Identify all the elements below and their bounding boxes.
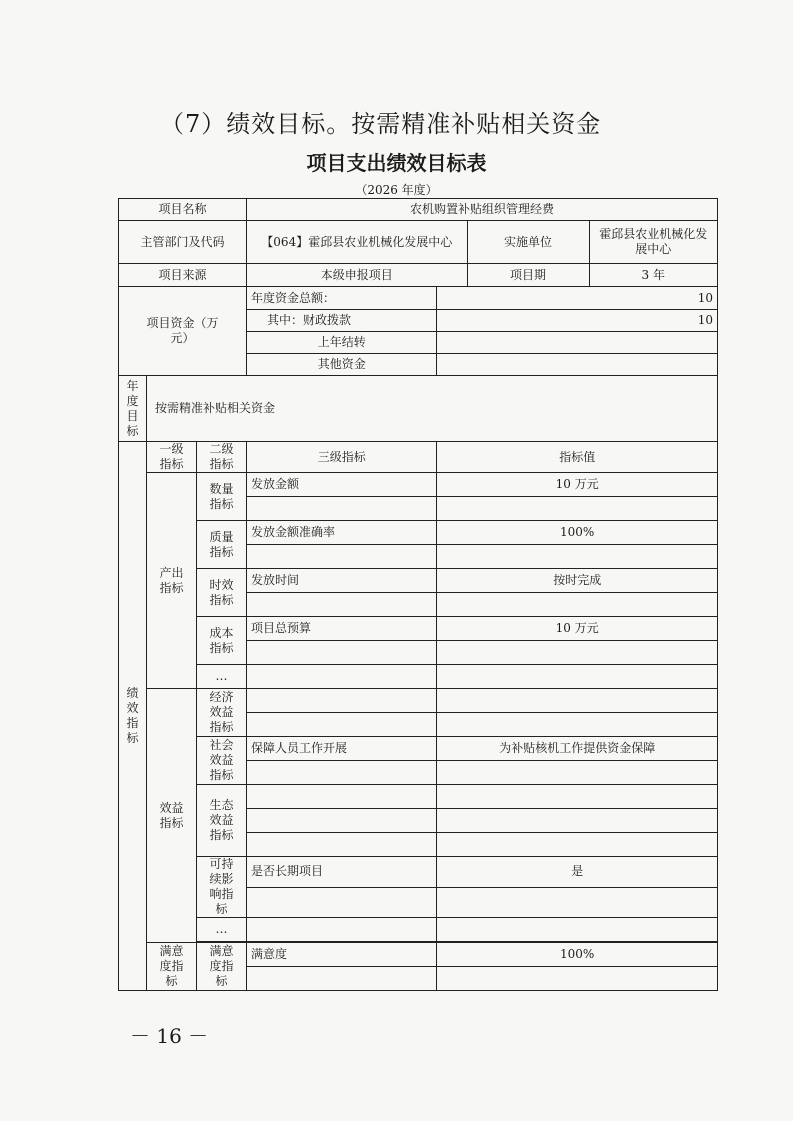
annual-goal-label: 年度目标 — [119, 376, 147, 442]
empty-cell — [437, 665, 718, 689]
period-label: 项目期 — [467, 264, 589, 286]
empty-cell — [247, 593, 437, 617]
empty-cell — [247, 545, 437, 569]
dept-impl-subtable — [247, 221, 717, 263]
period-value: 3 年 — [641, 267, 665, 282]
quality-name: 发放金额准确率 — [247, 521, 437, 545]
cost-value: 10 万元 — [437, 617, 718, 641]
dept-value: 【064】霍邱县农业机械化发展中心 — [247, 221, 467, 263]
empty-cell — [437, 918, 718, 942]
empty-cell — [437, 761, 718, 785]
section-heading: （7）绩效目标。按需精准补贴相关资金 — [160, 110, 602, 138]
quantity-value: 10 万元 — [437, 473, 718, 497]
funds-total-row — [247, 287, 436, 309]
empty-cell — [437, 887, 718, 918]
quantity-name: 发放金额 — [247, 473, 437, 497]
funds-carryover-label: 上年结转 — [247, 332, 437, 354]
empty-cell — [247, 641, 437, 665]
annual-goal-text: 按需精准补贴相关资金 — [147, 376, 718, 442]
performance-indicators-label: 绩效指标 — [119, 442, 147, 991]
project-name: 农机购置补贴组织管理经费 — [247, 199, 718, 221]
performance-goal-table — [118, 198, 718, 991]
social-name: 保障人员工作开展 — [247, 737, 437, 761]
col-value: 指标值 — [437, 442, 718, 473]
empty-cell — [437, 689, 718, 713]
source-label: 项目来源 — [119, 264, 247, 287]
quantity-indicator: 数量指标 — [197, 473, 247, 521]
funds-carryover-value — [437, 332, 718, 354]
satisfaction-sub-indicator: 满意度指标 — [197, 943, 247, 991]
impl-label: 实施单位 — [467, 221, 589, 263]
col-level3: 三级指标 — [247, 442, 437, 473]
empty-cell — [247, 887, 437, 918]
benefit-ellipsis: … — [197, 918, 247, 942]
empty-cell — [247, 713, 437, 737]
funds-total-label: 年度资金总额： — [251, 290, 336, 305]
empty-cell — [437, 641, 718, 665]
empty-cell — [247, 761, 437, 785]
empty-cell — [247, 918, 437, 942]
timeliness-indicator: 时效指标 — [197, 569, 247, 617]
col-level2: 二级指标 — [197, 442, 247, 473]
funds-fiscal-value: 10 — [437, 310, 718, 332]
empty-cell — [437, 545, 718, 569]
dept-label: 主管部门及代码 — [119, 221, 247, 264]
empty-cell — [247, 665, 437, 689]
benefit-indicators-label: 效益指标 — [147, 689, 197, 943]
social-indicator: 社会效益指标 — [197, 737, 247, 785]
page-number: － 16 － — [130, 1024, 209, 1048]
funds-label: 项目资金（万元） — [119, 287, 247, 376]
satisfaction-value: 100% — [437, 943, 718, 967]
empty-cell — [247, 809, 437, 833]
empty-cell — [437, 785, 718, 809]
empty-cell — [437, 833, 718, 857]
quality-value: 100% — [437, 521, 718, 545]
funds-fiscal-label: 其中：财政拨款 — [247, 310, 437, 332]
empty-cell — [437, 809, 718, 833]
funds-total-value: 10 — [437, 287, 718, 310]
output-ellipsis: … — [197, 665, 247, 689]
funds-other-value — [437, 354, 718, 376]
empty-cell — [247, 967, 437, 991]
empty-cell — [437, 497, 718, 521]
funds-other-label: 其他资金 — [247, 354, 437, 376]
empty-cell — [247, 785, 437, 809]
economic-indicator: 经济效益指标 — [197, 689, 247, 737]
sustainable-name: 是否长期项目 — [247, 857, 437, 888]
empty-cell — [247, 689, 437, 713]
year-label: （2026 年度） — [355, 183, 438, 197]
empty-cell — [437, 593, 718, 617]
source-period-subtable — [247, 264, 717, 286]
output-indicators-label: 产出指标 — [147, 473, 197, 689]
sustainable-indicator: 可持续影响指标 — [197, 857, 247, 918]
table-title: 项目支出绩效目标表 — [306, 151, 487, 175]
empty-cell — [437, 967, 718, 991]
satisfaction-name: 满意度 — [247, 943, 437, 967]
quality-indicator: 质量指标 — [197, 521, 247, 569]
project-name-label: 项目名称 — [119, 199, 247, 221]
satisfaction-label: 满意度指标 — [147, 943, 197, 991]
empty-cell — [437, 713, 718, 737]
empty-cell — [247, 833, 437, 857]
timeliness-value: 按时完成 — [437, 569, 718, 593]
ecological-indicator: 生态效益指标 — [197, 785, 247, 857]
cost-indicator: 成本指标 — [197, 617, 247, 665]
sustainable-value: 是 — [437, 857, 718, 888]
cost-name: 项目总预算 — [247, 617, 437, 641]
source-value: 本级申报项目 — [247, 264, 467, 286]
timeliness-name: 发放时间 — [247, 569, 437, 593]
impl-value: 霍邱县农业机械化发展中心 — [599, 227, 708, 256]
empty-cell — [247, 497, 437, 521]
col-level1: 一级指标 — [147, 442, 197, 473]
social-value: 为补贴核机工作提供资金保障 — [437, 737, 718, 761]
